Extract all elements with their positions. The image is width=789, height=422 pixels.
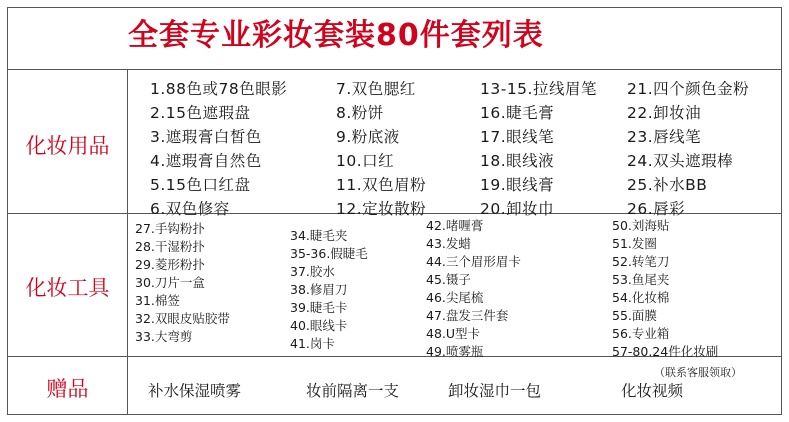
- list-item: 7.双色腮红: [336, 80, 416, 98]
- list-item: 25.补水BB: [627, 176, 708, 194]
- list-item: 9.粉底液: [336, 128, 400, 146]
- list-item: 1.88色或78色眼影: [150, 80, 288, 98]
- list-item: 11.双色眉粉: [336, 176, 427, 194]
- list-item: 8.粉饼: [336, 104, 384, 122]
- list-item: 27.手钩粉扑: [135, 221, 205, 236]
- list-item: 45.镊子: [426, 272, 471, 287]
- list-item: 34.睫毛夹: [290, 228, 348, 243]
- list-item: 37.胶水: [290, 264, 335, 279]
- tools-column-1: [135, 220, 230, 346]
- list-item: 48.U型卡: [426, 326, 481, 341]
- list-item: 20.卸妆巾: [480, 200, 555, 218]
- list-item: 53.鱼尾夹: [612, 272, 670, 287]
- list-item: 38.修眉刀: [290, 282, 348, 297]
- list-item: 51.发圈: [612, 236, 657, 251]
- list-item: 4.遮瑕膏自然色: [150, 152, 262, 170]
- cosmetics-column-3: [480, 77, 597, 221]
- tools-column-2: [290, 227, 368, 353]
- list-item: 2.15色遮瑕盘: [150, 104, 251, 122]
- list-item: 49.喷雾瓶: [426, 344, 484, 359]
- tools-column-4: [612, 217, 718, 361]
- list-item: 57-80.24件化妆刷: [612, 344, 719, 359]
- list-item: 33.大弯剪: [135, 329, 193, 344]
- label-column-divider: [127, 69, 128, 415]
- list-item: 24.双头遮瑕棒: [627, 152, 734, 170]
- list-item: 35-36.假睫毛: [290, 246, 368, 261]
- cosmetics-column-4: [627, 77, 749, 221]
- list-item: 31.棉签: [135, 293, 180, 308]
- gift-item: 化妆视频: [621, 382, 684, 400]
- gift-item: 妆前隔离一支: [306, 382, 400, 400]
- list-item: 6.双色修容: [150, 200, 230, 218]
- list-item: 56.专业箱: [612, 326, 670, 341]
- list-item: 46.尖尾梳: [426, 290, 484, 305]
- list-item: 47.盘发三件套: [426, 308, 509, 323]
- cosmetics-column-1: [150, 77, 287, 221]
- gift-note: （联系客服领取）: [654, 366, 742, 379]
- list-item: 41.岗卡: [290, 336, 335, 351]
- list-item: 16.睫毛膏: [480, 104, 555, 122]
- list-item: 12.定妆散粉: [336, 200, 427, 218]
- list-item: 30.刀片一盒: [135, 275, 205, 290]
- list-item: 28.干湿粉扑: [135, 239, 205, 254]
- list-item: 43.发蜡: [426, 236, 471, 251]
- section-label-cosmetics: 化妆用品: [25, 134, 110, 158]
- list-item: 13-15.拉线眉笔: [480, 80, 597, 98]
- list-item: 40.眼线卡: [290, 318, 348, 333]
- list-item: 3.遮瑕膏白皙色: [150, 128, 262, 146]
- list-item: 22.卸妆油: [627, 104, 702, 122]
- section-label-gifts: 赠品: [46, 377, 89, 401]
- list-item: 32.双眼皮贴胶带: [135, 311, 230, 326]
- list-item: 19.眼线膏: [480, 176, 555, 194]
- page-title: 全套专业彩妆套装80件套列表: [128, 18, 544, 53]
- list-item: 39.睫毛卡: [290, 300, 348, 315]
- list-item: 54.化妆棉: [612, 290, 670, 305]
- list-item: 23.唇线笔: [627, 128, 702, 146]
- list-item: 55.面膜: [612, 308, 657, 323]
- list-item: 5.15色口红盘: [150, 176, 251, 194]
- list-item: 18.眼线液: [480, 152, 555, 170]
- list-item: 44.三个眉形眉卡: [426, 254, 521, 269]
- gift-item: 卸妆湿巾一包: [448, 382, 542, 400]
- list-item: 29.菱形粉扑: [135, 257, 205, 272]
- list-item: 42.啫喱膏: [426, 218, 484, 233]
- tools-column-3: [426, 217, 521, 361]
- cosmetics-column-2: [336, 77, 426, 221]
- section-label-tools: 化妆工具: [25, 276, 110, 300]
- list-item: 10.口红: [336, 152, 395, 170]
- list-item: 50.刘海贴: [612, 218, 670, 233]
- list-item: 21.四个颜色金粉: [627, 80, 750, 98]
- list-item: 17.眼线笔: [480, 128, 555, 146]
- gift-item: 补水保湿喷雾: [148, 382, 242, 400]
- list-item: 52.转笔刀: [612, 254, 670, 269]
- list-item: 26.唇彩: [627, 200, 686, 218]
